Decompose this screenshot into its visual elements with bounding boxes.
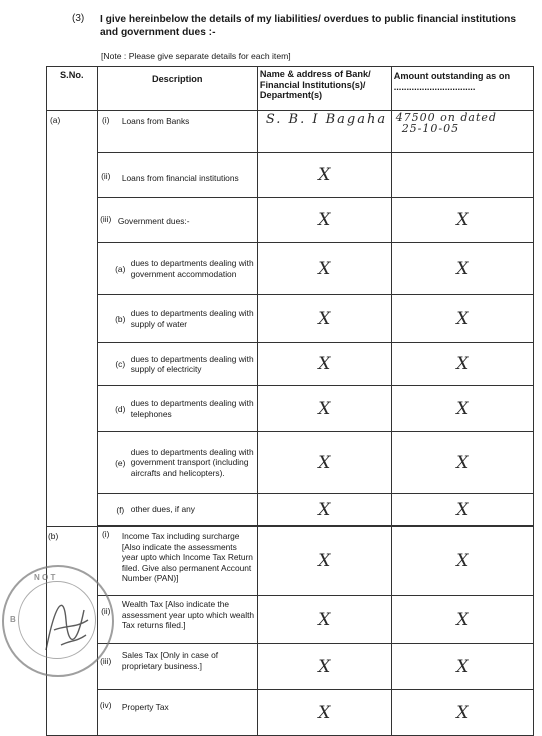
cross-mark: X: [456, 258, 469, 279]
col-header-bank: Name & address of Bank/ Financial Institutions(s)/ Department(s): [257, 67, 391, 111]
sno-a: (a): [47, 111, 98, 527]
row-letter: (f): [112, 494, 129, 526]
col-header-amount: Amount outstanding as on ................................: [391, 67, 533, 111]
cross-mark: X: [456, 551, 469, 571]
cross-mark: X: [456, 398, 469, 419]
row-letter: (a): [112, 243, 129, 295]
row-letter: (e): [112, 432, 129, 494]
amount-entry-line1: 47500 on dated: [395, 111, 497, 124]
cross-mark: X: [318, 258, 331, 279]
stamp-text-side: B: [10, 615, 16, 624]
cross-mark: X: [318, 165, 331, 185]
cross-mark: X: [318, 452, 331, 473]
row-description: dues to departments dealing with government transport (including aircrafts and helicopters).: [129, 432, 258, 494]
cross-mark: X: [456, 609, 469, 630]
row-number: (iii): [97, 644, 112, 690]
cross-mark: X: [456, 308, 469, 329]
table-row: [47, 527, 534, 596]
cross-mark: X: [318, 308, 331, 329]
amount-entry-line2: 25-10-05: [401, 121, 460, 135]
row-description: dues to departments dealing with supply of water: [129, 295, 258, 343]
table-row: [47, 432, 534, 494]
row-description: other dues, if any: [129, 494, 258, 526]
table-row: [47, 386, 534, 432]
section-note: [Note : Please give separate details for each item]: [101, 51, 291, 61]
row-description: Sales Tax [Only in case of proprietary business.]: [112, 644, 257, 690]
cross-mark: X: [456, 702, 469, 723]
table-row: [47, 243, 534, 295]
table-row: [47, 596, 534, 644]
section-heading: I give hereinbelow the details of my liabilities/ overdues to public financial institutions and government dues :-: [100, 14, 517, 38]
row-description: Loans from financial institutions: [112, 153, 257, 198]
row-letter: (c): [112, 343, 129, 386]
stamp-text-top: N O T: [34, 573, 56, 582]
cross-mark: X: [456, 452, 469, 473]
row-description: Loans from Banks: [112, 111, 257, 153]
row-description: dues to departments dealing with government accommodation: [129, 243, 258, 295]
cross-mark: X: [318, 656, 331, 677]
row-number: (iii): [97, 198, 112, 243]
cross-mark: X: [456, 499, 469, 520]
row-letter: (d): [112, 386, 129, 432]
bank-entry-handwritten: S. B. I Bagaha: [265, 112, 388, 127]
cross-mark: X: [456, 210, 469, 230]
row-description: Government dues:-: [112, 198, 257, 243]
table-row: [47, 343, 534, 386]
cross-mark: X: [318, 354, 331, 374]
row-letter: (b): [112, 295, 129, 343]
table-row: [47, 111, 534, 153]
row-description: Property Tax: [112, 690, 257, 736]
table-row: [47, 153, 534, 198]
cross-mark: X: [318, 499, 331, 520]
row-number: (i): [97, 527, 112, 596]
cross-mark: X: [456, 354, 469, 374]
cross-mark: X: [318, 398, 331, 419]
row-number: (iv): [97, 690, 112, 736]
liabilities-table: [46, 66, 534, 736]
table-header-row: [47, 67, 534, 111]
row-description: dues to departments dealing with telephones: [129, 386, 258, 432]
cross-mark: X: [318, 702, 331, 723]
row-description: dues to departments dealing with supply of electricity: [129, 343, 258, 386]
table-row: [47, 494, 534, 526]
cross-mark: X: [318, 551, 331, 571]
table-row: [47, 198, 534, 243]
row-description: Wealth Tax [Also indicate the assessment year upto which wealth Tax returns filed.]: [112, 596, 257, 644]
table-row: [47, 690, 534, 736]
row-number: (i): [97, 111, 112, 153]
col-header-sno: S.No.: [47, 67, 98, 111]
empty-amount-cell: [391, 153, 533, 198]
row-description: Income Tax including surcharge [Also indicate the assessments year upto which Income Tax Return filed. Give also permanent Account Number (PAN)]: [112, 527, 257, 596]
cross-mark: X: [318, 609, 331, 630]
col-header-description: Description: [97, 67, 257, 111]
cross-mark: X: [318, 210, 331, 230]
table-row: [47, 295, 534, 343]
section-number: (3): [72, 13, 85, 24]
row-number: (ii): [97, 153, 112, 198]
row-number: (ii): [97, 596, 112, 644]
cross-mark: X: [456, 656, 469, 677]
sno-b: (b): [47, 527, 98, 736]
table-row: [47, 644, 534, 690]
